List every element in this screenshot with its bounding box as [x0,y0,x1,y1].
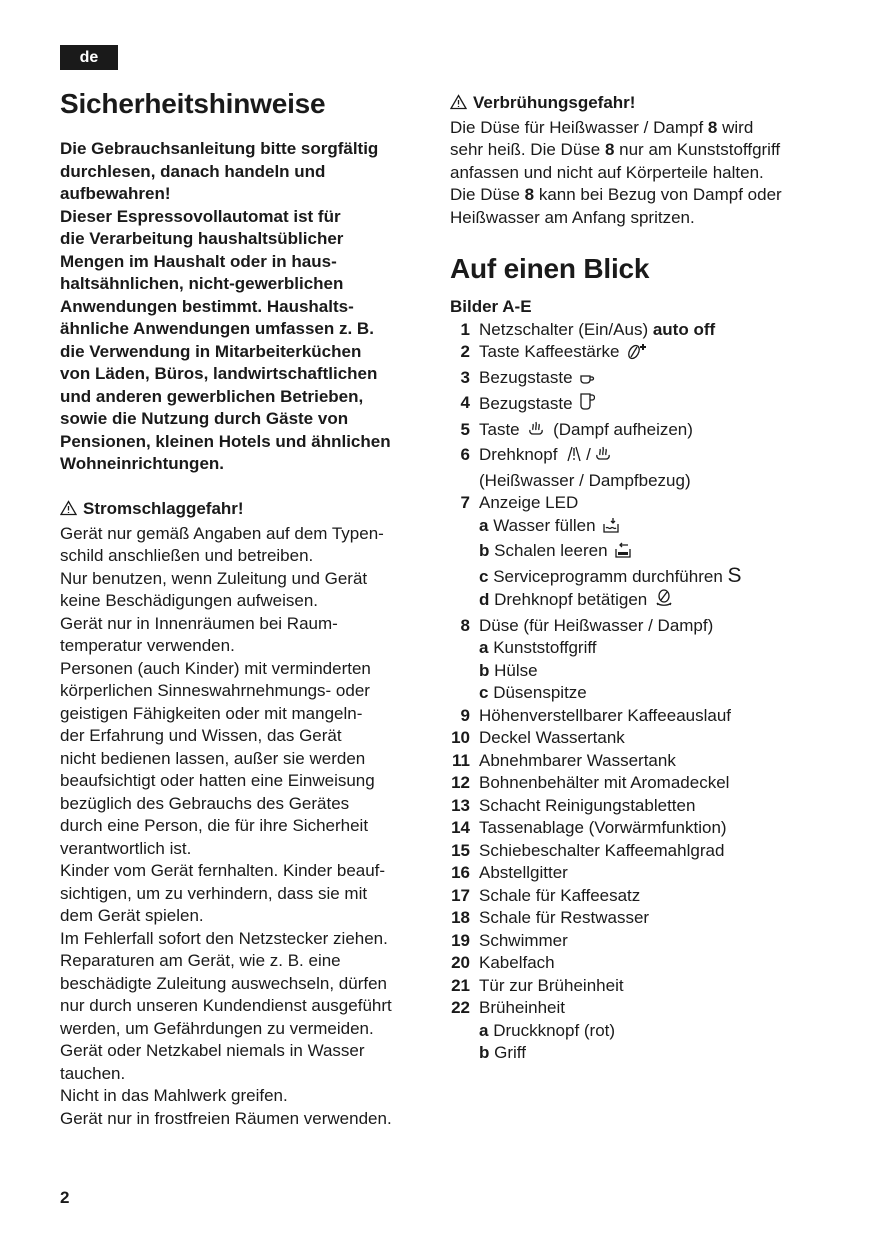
warning-line: geistigen Fähigkeiten oder mit mangeln- [60,703,363,723]
coffee-strength-icon [626,342,648,367]
text-segment: Brüheinheit [479,998,566,1017]
intro-line: Dieser Espressovollautomat ist für [60,206,341,226]
text-segment: (Dampf aufheizen) [548,419,693,439]
intro-line: Anwendungen bestimmt. Haushalts- [60,296,354,316]
text-segment: Düsenspitze [488,683,587,702]
warning-line: werden, um Gefährdungen zu vermeiden. [60,1018,374,1038]
item-number: 16 [451,863,470,882]
item-letter: a [479,1020,489,1040]
text-segment: Schacht Reinigungstabletten [479,795,696,815]
text-segment: auto off [652,319,716,339]
item-number: 12 [451,773,470,792]
text-segment: Die Düse für Heißwasser / Dampf [450,117,708,137]
text-segment: Die Düse [450,185,525,204]
intro-line: die Verarbeitung haushaltsüblicher [60,229,344,248]
section-title-overview: Auf einen Blick [450,253,650,284]
text-segment: anfassen und nicht auf Körperteile halten. [450,162,764,182]
intro-line: von Läden, Büros, landwirtschaftlichen [60,364,378,383]
list-subitem [450,515,850,541]
list-item [450,817,850,840]
text-segment: Höhenverstellbarer Kaffeeauslauf [479,705,732,725]
text-segment: Bohnenbehälter mit Aromadeckel [479,773,730,792]
item-number: 14 [451,818,470,837]
electric-warning-body [60,523,430,1131]
safety-column [60,138,430,1130]
safety-intro [60,138,430,476]
warning-line: sichtigen, um zu verhindern, dass sie mit [60,883,368,903]
list-item [450,367,850,393]
item-number: 11 [452,750,470,770]
text-segment: / [586,445,591,464]
large-cup-icon [579,392,595,419]
warning-line: schild anschließen und betreiben. [60,546,314,565]
list-item [450,705,850,728]
list-item [450,392,850,419]
warning-triangle-icon [450,94,467,117]
item-letter: d [479,590,490,609]
intro-line: durchlesen, danach handeln und [60,161,326,181]
warning-heading-text: Stromschlaggefahr! [83,499,244,518]
warning-line: temperatur verwenden. [60,636,235,655]
text-segment: Druckknopf (rot) [488,1020,616,1040]
steam-icon [593,445,613,470]
intro-line: aufbewahren! [60,184,171,203]
water-tank-icon [602,516,620,541]
text-segment: sehr heiß. Die Düse [450,140,605,159]
text-segment: Schwimmer [479,930,568,950]
list-item [450,772,850,795]
text-segment: Serviceprogramm durchführen [488,566,728,586]
text-segment: Anzeige LED [479,493,579,512]
list-item [450,615,850,638]
warning-line: Nur benutzen, wenn Zuleitung und Gerät [60,568,368,588]
warning-line [450,207,830,230]
list-item [450,907,850,930]
warning-line: nicht bedienen lassen, außer sie werden [60,748,366,768]
text-segment: (Heißwasser / Dampfbezug) [479,470,691,490]
text-segment: Netzschalter (Ein/Aus) [479,319,653,339]
warning-line: Gerät oder Netzkabel niemals in Wasser [60,1041,365,1060]
item-number: 19 [451,930,470,950]
text-segment: wird [717,117,754,137]
intro-line: und anderen gewerblichen Betrieben, [60,386,364,406]
warning-line [450,139,830,162]
item-number: 6 [460,445,470,464]
intro-line: haltsähnlichen, nicht-gewerblichen [60,274,344,293]
list-item [450,885,850,908]
text-segment: 8 [707,117,718,137]
item-number: 4 [460,393,470,412]
scald-warning-body [450,117,830,230]
turn-knob-icon [654,588,674,615]
text-segment: Kabelfach [479,953,555,972]
list-subitem [450,637,850,660]
item-letter: a [479,638,489,657]
text-segment: 8 [604,140,615,159]
list-item [450,492,850,515]
list-item [450,419,850,445]
warning-line: bezüglich des Gebrauchs des Gerätes [60,793,350,813]
warning-line: durch eine Person, die für ihre Sicherheit [60,816,369,835]
list-subitem [450,660,850,683]
empty-tray-icon [614,541,632,566]
list-item [450,750,850,773]
list-item [450,795,850,818]
warning-line [450,162,830,185]
text-segment: Schale für Kaffeesatz [479,885,641,905]
text-segment: Deckel Wassertank [479,728,625,747]
language-badge: de [60,45,118,70]
intro-line: Mengen im Haushalt oder in haus- [60,251,337,271]
item-number: 7 [460,493,470,512]
item-number: 18 [451,908,470,927]
text-segment: Taste [479,419,525,439]
intro-line: die Verwendung in Mitarbeiterküchen [60,341,362,361]
text-segment: Schiebeschalter Kaffeemahlgrad [479,840,725,860]
item-letter: c [479,566,489,586]
text-segment: Taste Kaffeestärke [479,342,625,361]
list-subitem [450,540,850,566]
item-number: 8 [460,615,470,635]
list-item [450,997,850,1020]
list-subitem [450,1042,850,1065]
warning-triangle-icon [60,500,77,523]
parts-list [450,319,850,1065]
list-item [450,341,850,367]
text-segment: Abstellgitter [479,863,568,882]
warning-line: nur durch unseren Kundendienst ausgeführt [60,996,392,1015]
warning-line: dem Gerät spielen. [60,906,204,925]
text-segment: Abnehmbarer Wassertank [479,750,676,770]
intro-line: Pensionen, kleinen Hotels und ähnlichen [60,431,391,451]
warning-line: beaufsichtigt oder hatten eine Einweisung [60,771,375,790]
warning-line: Kinder vom Gerät fernhalten. Kinder beauf- [60,861,386,880]
list-item [450,862,850,885]
list-item [450,840,850,863]
warning-line: der Erfahrung und Wissen, das Gerät [60,726,342,745]
text-segment: Drehknopf [479,445,563,464]
list-item [450,727,850,750]
figures-label: Bilder A-E [450,297,532,316]
text-segment: Düse (für Heißwasser / Dampf) [479,615,714,635]
list-subitem [450,682,850,705]
text-segment: Bezugstaste [479,394,578,413]
warning-line: verantwortlich ist. [60,838,192,858]
text-segment: Wasser füllen [488,515,601,535]
item-number: 17 [451,885,470,905]
warning-line: Nicht in das Mahlwerk greifen. [60,1086,288,1105]
list-item [450,952,850,975]
list-item [450,444,850,470]
list-item [450,975,850,998]
warning-line: Im Fehlerfall sofort den Netzstecker ziehen. [60,928,388,948]
warning-line: Gerät nur in frostfreien Räumen verwenden. [60,1108,392,1128]
text-segment: 8 [524,185,535,204]
steam-icon [526,420,546,445]
item-number: 13 [451,795,470,815]
warning-line [450,117,830,140]
warning-line: Reparaturen am Gerät, wie z. B. eine [60,951,341,970]
item-letter: b [479,541,490,560]
warning-heading-text: Verbrühungsgefahr! [473,93,636,112]
text-segment: Heißwasser am Anfang spritzen. [450,207,695,227]
list-item [450,319,850,342]
item-number: 20 [451,953,470,972]
text-segment: nur am Kunststoffgriff [614,140,781,159]
intro-line: sowie die Nutzung durch Gäste von [60,409,349,428]
item-number: 1 [460,319,470,339]
text-segment: Schalen leeren [489,541,613,560]
intro-line: Die Gebrauchsanleitung bitte sorgfältig [60,139,379,158]
warning-line: Gerät nur gemäß Angaben auf dem Typen- [60,523,384,543]
text-segment: Tassenablage (Vorwärmfunktion) [479,818,727,837]
list-item [450,930,850,953]
text-segment: Drehknopf betätigen [489,590,652,609]
warning-heading-scald [450,92,830,117]
small-cup-icon [579,370,595,393]
item-number: 22 [451,998,470,1017]
item-number: 15 [451,840,470,860]
warning-line: beschädigte Zuleitung auswechseln, dürfen [60,973,387,993]
list-subitem [450,563,850,589]
intro-line: ähnliche Anwendungen umfassen z. B. [60,319,374,338]
warning-line: körperlichen Sinneswahrnehmungs- oder [60,681,370,700]
warning-line: tauchen. [60,1063,126,1083]
scald-warning [450,92,830,229]
item-number: 10 [451,728,470,747]
item-number: 5 [460,419,470,439]
warning-line [450,184,830,207]
item-number: 3 [460,367,470,387]
section-title-safety: Sicherheitshinweise [60,88,326,119]
text-segment: Bezugstaste [479,367,578,387]
item-letter: b [479,1043,490,1062]
warning-heading-electric [60,498,430,523]
item-letter: a [479,515,489,535]
item-letter: b [479,660,490,680]
item-letter: c [479,683,489,702]
item-number: 21 [451,975,470,995]
warning-line: keine Beschädigungen aufweisen. [60,591,319,610]
warning-line: Gerät nur in Innenräumen bei Raum- [60,613,338,633]
item-number: 9 [460,705,470,725]
service-icon: S [727,563,742,587]
text-segment: Hülse [489,660,538,680]
warning-line: Personen (auch Kinder) mit verminderten [60,658,371,678]
hot-water-icon [564,445,584,470]
list-subitem [450,588,850,615]
text-segment: Kunststoffgriff [488,638,597,657]
list-item-continuation [450,470,850,493]
text-segment: Schale für Restwasser [479,908,650,927]
overview-column [450,296,850,1065]
text-segment: Griff [489,1043,526,1062]
text-segment: Tür zur Brüheinheit [479,975,624,995]
intro-line: Wohneinrichtungen. [60,454,225,473]
text-segment: kann bei Bezug von Dampf oder [534,185,782,204]
item-number: 2 [460,342,470,361]
page-number: 2 [60,1188,70,1207]
list-subitem [450,1020,850,1043]
